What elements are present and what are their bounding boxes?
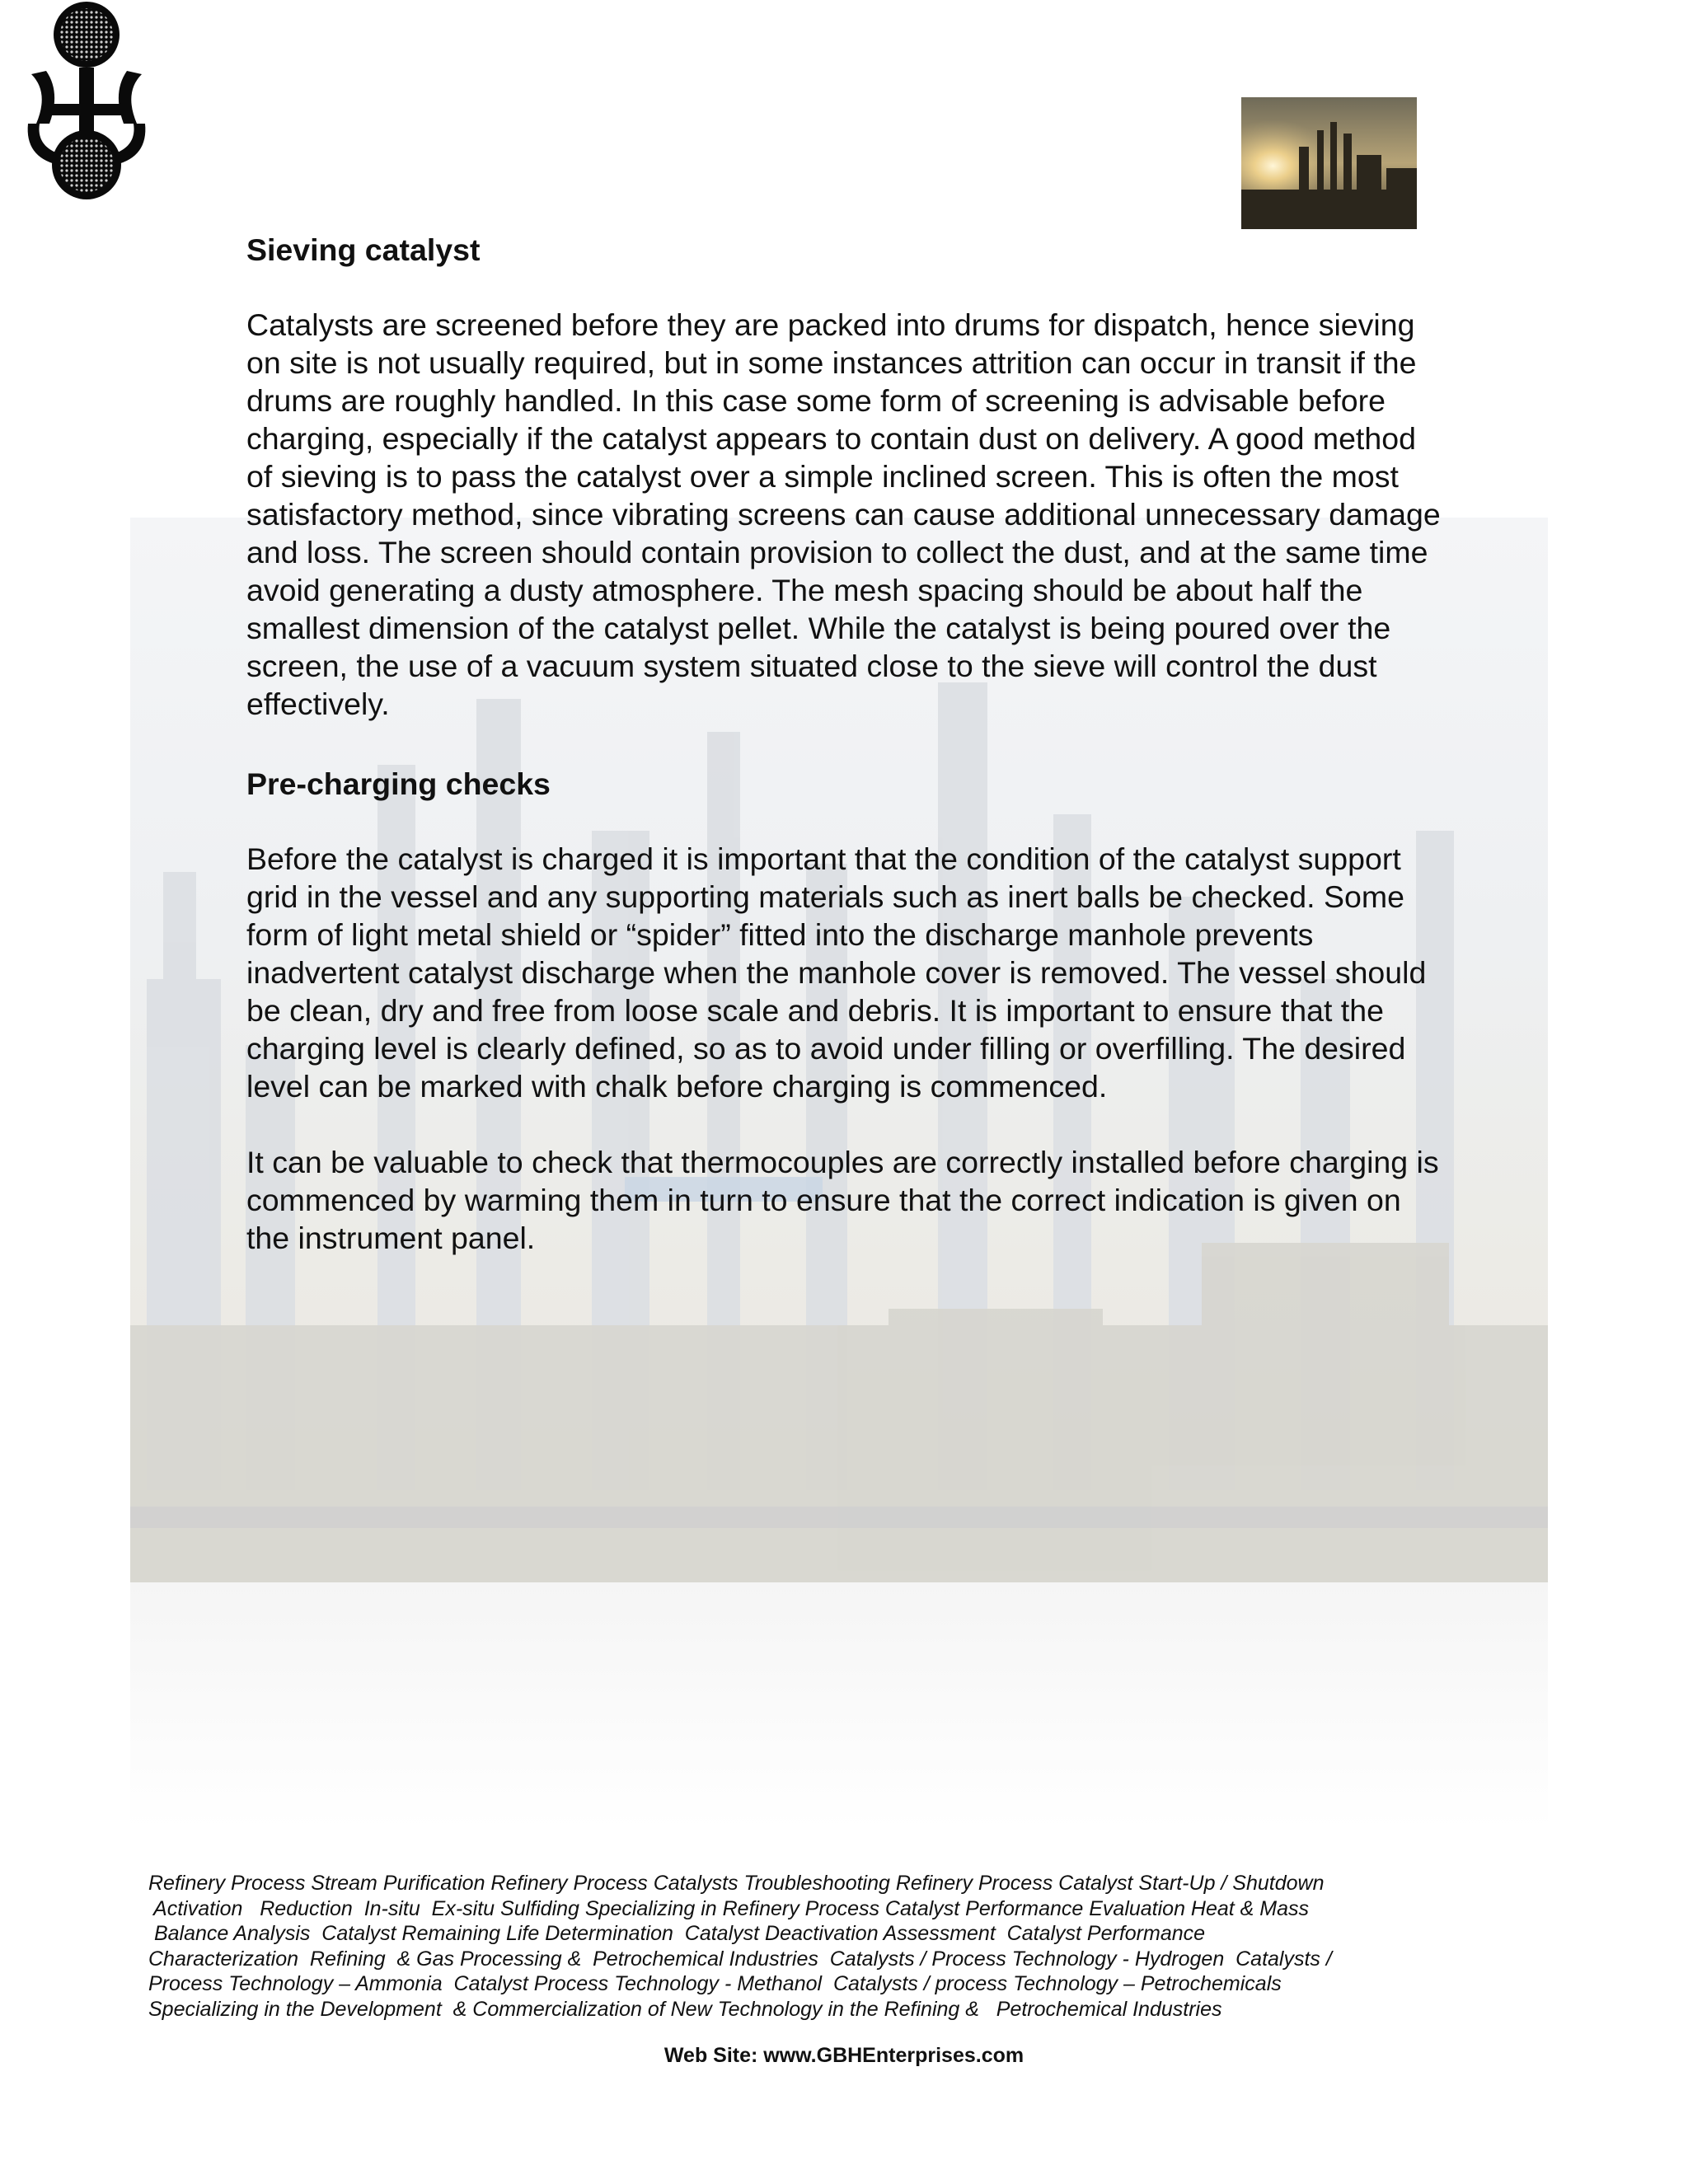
footer-line: Refinery Process Stream Purification Refinery Process Catalysts Troubleshooting Refinery Process Catalyst Start-Up / Shutdown [148, 1872, 1325, 1895]
footer-line: Process Technology – Ammonia Catalyst Process Technology - Methanol Catalysts / process Technology – Petrochemicals [148, 1972, 1282, 1995]
footer-line: Activation Reduction In-situ Ex-situ Sulfiding Specializing in Refinery Process Catalyst Performance Evaluation Heat & Mass [148, 1896, 1310, 1920]
logo-icon [25, 0, 148, 204]
footer-line: Characterization Refining & Gas Processing & Petrochemical Industries Catalysts / Process Technology - Hydrogen Catalysts / [148, 1947, 1332, 1971]
footer-services [148, 1871, 1434, 2022]
refinery-thumbnail-photo [1241, 97, 1417, 229]
section-heading-precharging: Pre-charging checks [246, 766, 551, 801]
company-logo [25, 0, 148, 204]
sunset-refinery-icon [1241, 97, 1417, 229]
footer-line: Balance Analysis Catalyst Remaining Life Determination Catalyst Deactivation Assessment Catalyst Performance [148, 1922, 1206, 1945]
paragraph-precharging: Before the catalyst is charged it is important that the condition of the catalyst support grid in the vessel and any supporting materials such as inert balls be checked. Some form of light metal shield or “spider” fitted into the discharge manhole prevents inadvertent catalyst discharge when the manhole cover is removed. The vessel should be clean, dry and free from loose scale and debris. It is important to ensure that the charging level is clearly defined, so as to avoid under filling or overfilling. The desired level can be marked with chalk before charging is commenced. [246, 841, 1427, 1104]
main-content [246, 227, 1450, 1257]
background-fade [130, 1582, 1548, 1830]
paragraph-sieving: Catalysts are screened before they are packed into drums for dispatch, hence sieving on site is not usually required, but in some instances attrition can occur in transit if the drums are roughly handled. In this case some form of screening is advisable before charging, especially if the catalyst appears to contain dust on delivery. A good method of sieving is to pass the catalyst over a simple inclined screen. This is often the most satisfactory method, since vibrating screens can cause additional unnecessary damage and loss. The screen should contain provision to collect the dust, and at the same time avoid generating a dusty atmosphere. The mesh spacing should be about half the smallest dimension of the catalyst pellet. While the catalyst is being poured over the screen, the use of a vacuum system situated close to the sieve will control the dust effectively. [246, 307, 1441, 721]
section-heading-sieving: Sieving catalyst [246, 232, 481, 267]
footer-line: Specializing in the Development & Commercialization of New Technology in the Refining & Petrochemical Industries [148, 1997, 1222, 2021]
paragraph-thermocouples: It can be valuable to check that thermocouples are correctly installed before charging is commenced by warming them in turn to ensure that the correct indication is given on the instrument panel. [246, 1145, 1439, 1255]
website-link[interactable]: Web Site: www.GBHEnterprises.com [663, 2044, 1025, 2067]
